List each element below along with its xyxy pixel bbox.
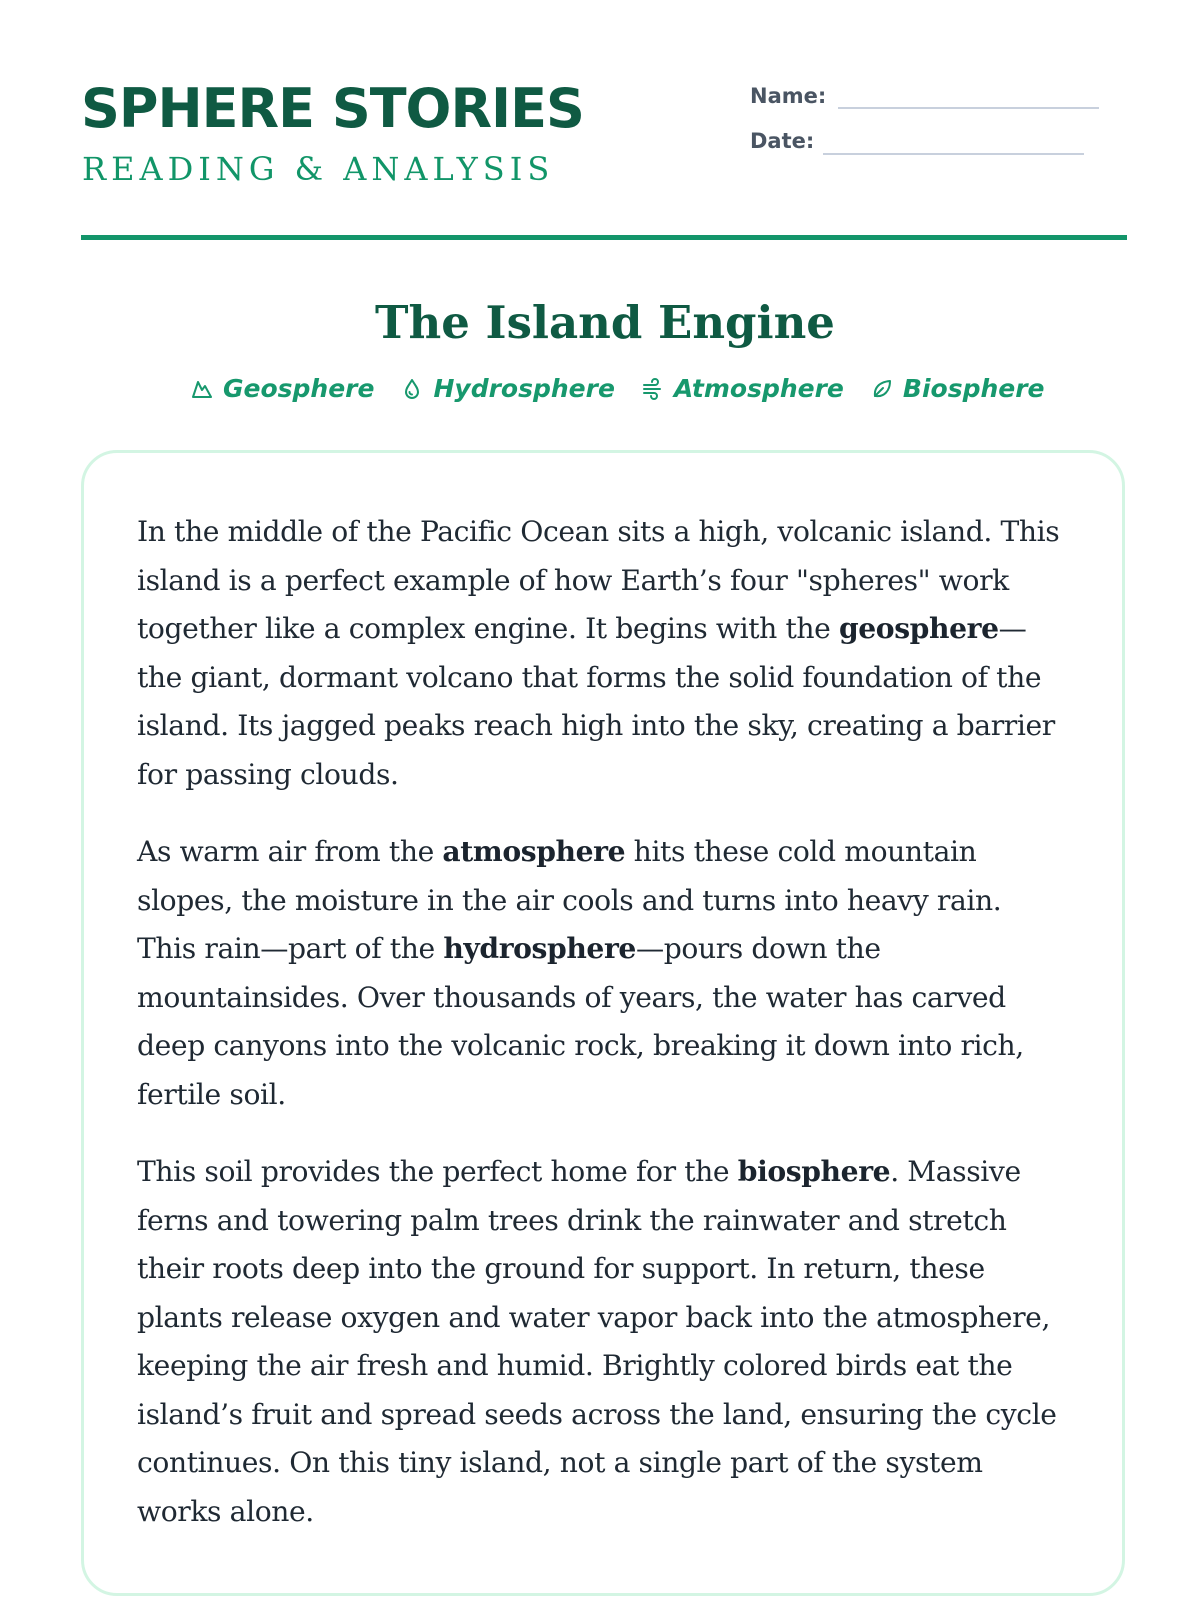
date-field[interactable] <box>823 153 1084 155</box>
tag-atmosphere <box>641 374 844 403</box>
worksheet-title: SPHERE STORIES <box>81 77 584 140</box>
tag-label: Geosphere <box>223 374 375 403</box>
sphere-tags <box>190 374 1045 403</box>
worksheet-subtitle: READING & ANALYSIS <box>82 150 555 188</box>
tag-biosphere <box>870 374 1045 403</box>
wind-icon <box>641 377 665 401</box>
paragraph-2: As warm air from the atmosphere hits these cold mountain slopes, the moisture in the air cools and turns into heavy rain. This rain—part of the hydrosphere—pours down the mountainsides. Over thousands of years, the water has carved deep canyons into the volcanic rock, breaking it down into rich, fertile soil. <box>137 835 1024 1111</box>
keyword-biosphere: biosphere <box>737 1155 891 1188</box>
tag-hydrosphere <box>400 374 614 403</box>
tag-label: Hydrosphere <box>433 374 615 403</box>
leaf-icon <box>870 377 894 401</box>
tag-label: Atmosphere <box>673 374 844 403</box>
mountain-icon <box>190 377 214 401</box>
name-label: Name: <box>750 84 827 108</box>
tag-geosphere <box>190 374 374 403</box>
header-divider <box>81 235 1127 240</box>
paragraph-3: This soil provides the perfect home for the biosphere. Massive ferns and towering palm trees drink the rainwater and stretch their roots deep into the ground for support. In return, these plants release oxygen and water vapor back into the atmosphere, keeping the air fresh and humid. Brightly colored birds eat the island’s fruit and spread seeds across the land, ensuring the cycle continues. On this tiny island, not a single part of the system works alone. <box>137 1155 1057 1528</box>
paragraph-1: In the middle of the Pacific Ocean sits a high, volcanic island. This island is a perfect example of how Earth’s four "spheres" work together like a complex engine. It begins with the geosphere—the giant, dormant volcano that forms the solid foundation of the island. Its jagged peaks reach high into the sky, creating a barrier for passing clouds. <box>137 515 1060 791</box>
keyword-geosphere: geosphere <box>838 612 999 645</box>
date-label: Date: <box>750 129 815 153</box>
story-title: The Island Engine <box>375 296 835 349</box>
tag-label: Biosphere <box>902 374 1045 403</box>
keyword-atmosphere: atmosphere <box>442 835 626 868</box>
story-body <box>137 508 1067 1565</box>
name-field[interactable] <box>838 107 1099 109</box>
keyword-hydrosphere: hydrosphere <box>443 932 636 965</box>
water-drop-icon <box>400 377 424 401</box>
